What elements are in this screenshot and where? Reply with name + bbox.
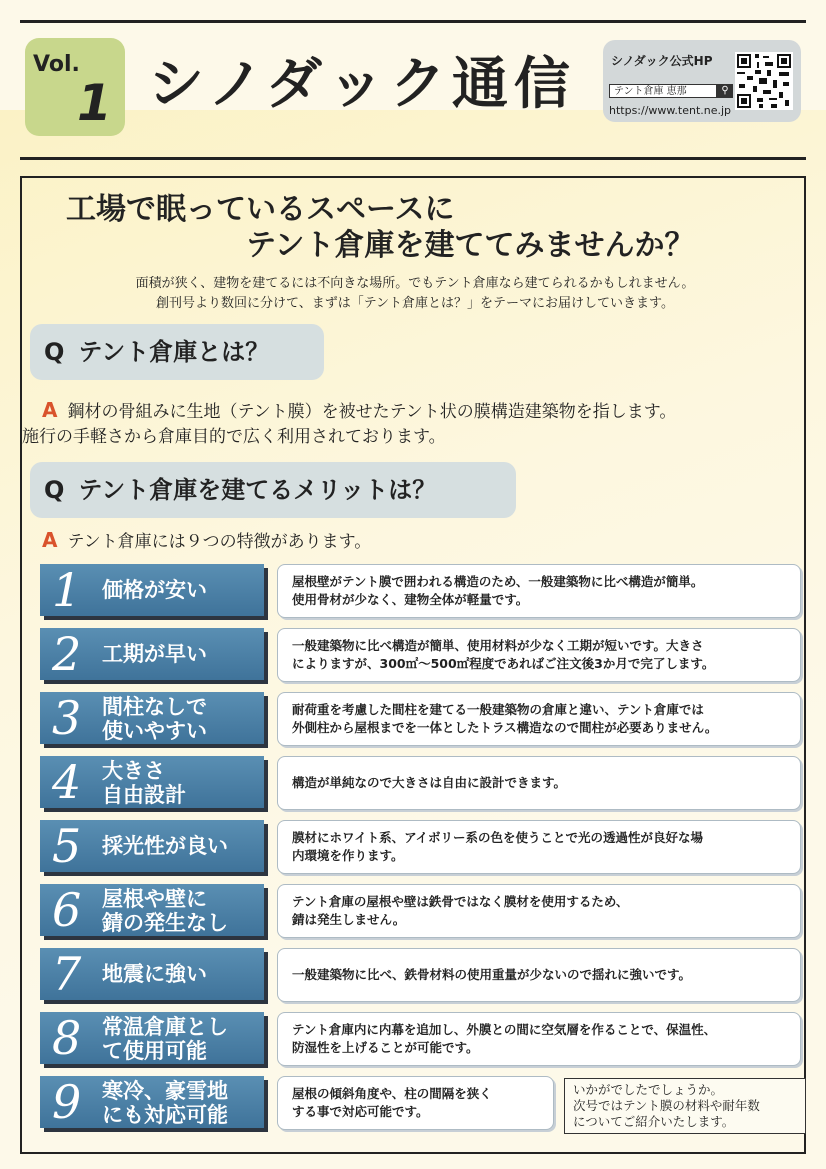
top-rule [20, 20, 806, 23]
answer-line: 鋼材の骨組みに生地（テント膜）を被せたテント状の膜構造建築物を指します。 [67, 402, 677, 422]
answer-1 [22, 398, 677, 450]
feature-tag [40, 1076, 264, 1128]
feature-label-line: 工期が早い [102, 642, 207, 666]
feature-tag [40, 884, 264, 936]
vol-number: 1 [77, 74, 112, 132]
feature-label [102, 962, 207, 986]
feature-label-line: にも対応可能 [102, 1103, 228, 1127]
question-text: テント倉庫とは？ [78, 338, 270, 366]
feature-item [40, 692, 804, 750]
feature-label-line: 大きさ [102, 759, 165, 783]
feature-tag [40, 948, 264, 1000]
feature-tag [40, 692, 264, 744]
main-content [20, 176, 806, 1154]
feature-label-line: 屋根や壁に [102, 887, 207, 911]
feature-label [102, 834, 228, 858]
feature-tag [40, 628, 264, 680]
feature-label-line: 使いやすい [102, 719, 207, 743]
feature-label-line: 採光性が良い [102, 834, 228, 858]
q-mark: Q [44, 476, 65, 504]
header-rule [20, 157, 806, 160]
vol-badge [25, 38, 125, 136]
feature-item [40, 948, 804, 1006]
feature-description: テント倉庫の屋根や壁は鉄骨ではなく膜材を使用するため、 錆は発生しません。 [277, 884, 801, 938]
feature-item [40, 884, 804, 942]
feature-label [102, 887, 228, 935]
intro-line1: 面積が狭く、建物を建てるには不向きな場所。でもテント倉庫なら建てられるかもしれません。 [135, 276, 695, 291]
feature-description: 一般建築物に比べ構造が簡単、使用材料が少なく工期が短いです。大きさ によりますが、300㎡～500㎡程度であればご注文後3か月で完了します。 [277, 628, 801, 682]
feature-tag [40, 564, 264, 616]
answer-line: テント倉庫には９つの特徴があります。 [67, 532, 372, 552]
a-mark: A [42, 528, 58, 552]
feature-description: 屋根の傾斜角度や、柱の間隔を狭く する事で対応可能です。 [277, 1076, 554, 1130]
q-mark: Q [44, 338, 65, 366]
newsletter-title: シノダック通信 [148, 52, 576, 117]
feature-tag [40, 756, 264, 808]
feature-label-line: て使用可能 [102, 1039, 207, 1063]
feature-number: 3 [52, 691, 82, 745]
feature-number: 5 [52, 819, 82, 873]
search-icon: ⚲ [717, 84, 733, 98]
feature-number: 9 [52, 1075, 82, 1129]
feature-item [40, 820, 804, 878]
hp-title: シノダック公式HP [611, 54, 713, 68]
feature-number: 8 [52, 1011, 82, 1065]
feature-label [102, 695, 207, 743]
feature-label-line: 間柱なしで [102, 695, 207, 719]
answer-line: 施行の手軽さから倉庫目的で広く利用されております。 [22, 427, 446, 447]
feature-description: 一般建築物に比べ、鉄骨材料の使用重量が少ないので揺れに強いです。 [277, 948, 801, 1002]
feature-label-line: 寒冷、豪雪地 [102, 1079, 228, 1103]
feature-number: 1 [52, 563, 82, 617]
feature-description: 屋根壁がテント膜で囲われる構造のため、一般建築物に比べ構造が簡単。 使用骨材が少なく、建物全体が軽量です。 [277, 564, 801, 618]
feature-label [102, 1079, 228, 1127]
feature-label [102, 1015, 228, 1063]
feature-description: 耐荷重を考慮した間柱を建てる一般建築物の倉庫と違い、テント倉庫では 外側柱から屋根までを一体としたトラス構造なので間柱が必要ありません。 [277, 692, 801, 746]
headline-line1: 工場で眠っているスペースに [66, 192, 455, 227]
hp-box[interactable] [603, 40, 801, 122]
intro-line2: 創刊号より数回に分けて、まずは「テント倉庫とは？」をテーマにお届けしていきます。 [155, 296, 675, 311]
headline-line2: テント倉庫を建ててみませんか？ [246, 228, 695, 263]
feature-label-line: 錆の発生なし [102, 911, 228, 935]
hp-url[interactable]: https://www.tent.ne.jp [609, 104, 732, 117]
feature-number: 7 [52, 947, 82, 1001]
feature-number: 4 [52, 755, 82, 809]
feature-label-line: 常温倉庫とし [102, 1015, 228, 1039]
feature-description: 膜材にホワイト系、アイボリー系の色を使うことで光の透過性が良好な場 内環境を作ります。 [277, 820, 801, 874]
feature-tag [40, 820, 264, 872]
search-box: テント倉庫 恵那 [609, 84, 717, 98]
feature-label-line: 価格が安い [102, 578, 207, 602]
feature-number: 6 [52, 883, 82, 937]
feature-item [40, 756, 804, 814]
feature-label [102, 759, 186, 807]
feature-description: テント倉庫内に内幕を追加し、外膜との間に空気層を作ることで、保温性、 防湿性を上げることが可能です。 [277, 1012, 801, 1066]
feature-label [102, 642, 207, 666]
qr-code-icon[interactable] [735, 52, 793, 110]
feature-item [40, 564, 804, 622]
feature-label [102, 578, 207, 602]
feature-label-line: 地震に強い [102, 962, 207, 986]
feature-label-line: 自由設計 [102, 783, 186, 807]
feature-item [40, 1012, 804, 1070]
a-mark: A [42, 398, 58, 422]
feature-number: 2 [52, 627, 82, 681]
feature-item [40, 628, 804, 686]
feature-tag [40, 1012, 264, 1064]
question-1 [30, 324, 324, 380]
vol-label: Vol. [33, 52, 80, 77]
feature-description: 構造が単純なので大きさは自由に設計できます。 [277, 756, 801, 810]
closing-note: いかがでしたでしょうか。 次号ではテント膜の材料や耐年数 についてご紹介いたします。 [564, 1078, 806, 1134]
question-2 [30, 462, 516, 518]
question-text: テント倉庫を建てるメリットは？ [78, 476, 437, 504]
answer-2 [42, 528, 371, 555]
